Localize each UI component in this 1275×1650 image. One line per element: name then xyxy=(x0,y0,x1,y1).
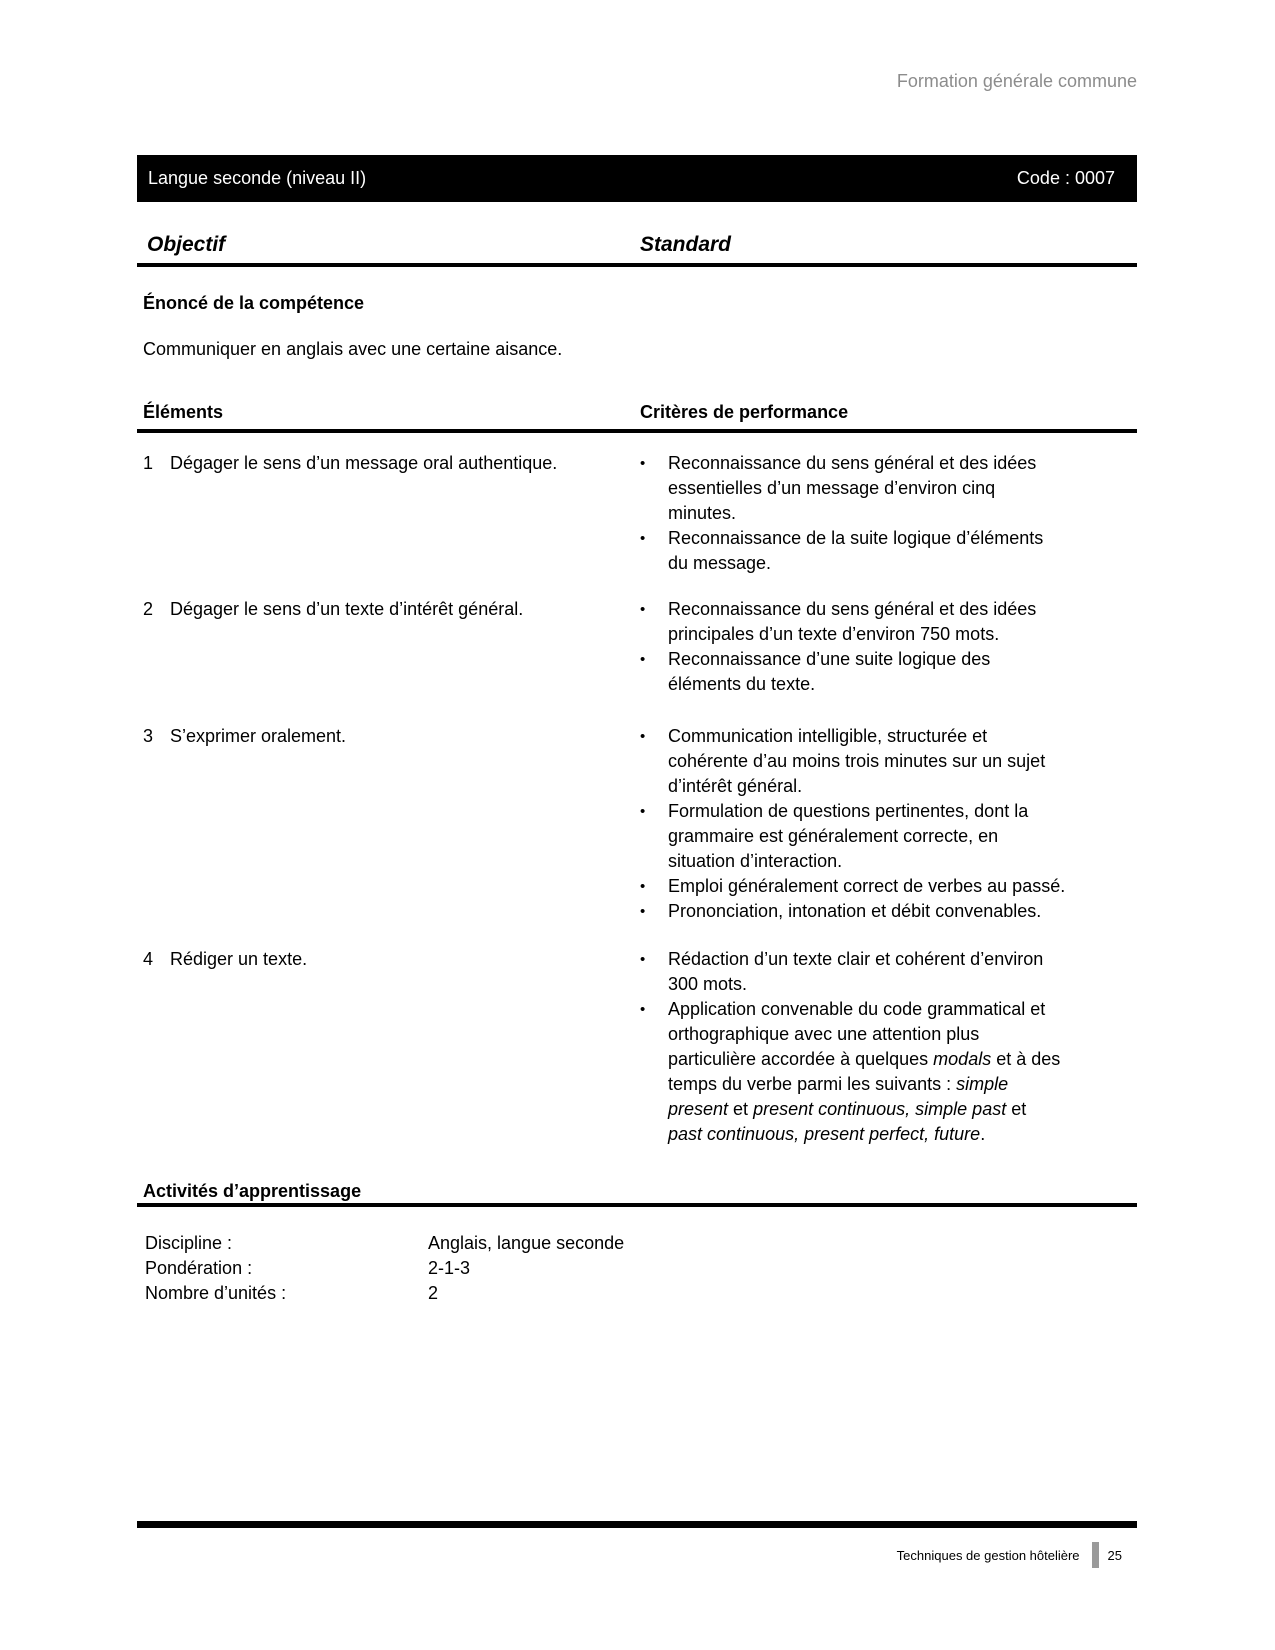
page-footer xyxy=(897,1542,1122,1568)
element-number: 4 xyxy=(143,949,154,969)
competence-statement: Communiquer en anglais avec une certaine aisance. xyxy=(143,339,563,359)
activity-row xyxy=(145,1281,624,1306)
criteria-text: Application convenable du code grammatical et orthographique avec une attention plus particulière accordée à quelques modals et à des temps du verbe parmi les suivants : simple present et present continuous, simple past et past continuous, present perfect, future. xyxy=(668,999,1061,1144)
criteria-cell xyxy=(640,597,1137,697)
criteria-text: Reconnaissance de la suite logique d’éléments du message. xyxy=(668,528,1044,573)
criteria-item xyxy=(640,597,1137,647)
footer-rule xyxy=(137,1521,1137,1528)
criteria-column-header: Critères de performance xyxy=(640,402,849,422)
criteria-item xyxy=(640,724,1137,799)
element-number: 2 xyxy=(143,599,154,619)
criteria-item xyxy=(640,647,1137,697)
element-text: Rédiger un texte. xyxy=(170,949,308,969)
criteria-text: Reconnaissance d’une suite logique des éléments du texte. xyxy=(668,649,991,694)
activity-label: Nombre d’unités : xyxy=(145,1283,287,1303)
footer-program-name: Techniques de gestion hôtelière xyxy=(896,1547,1080,1563)
rule-under-objective xyxy=(137,263,1137,267)
bullet-icon: • xyxy=(640,803,646,820)
element-cell xyxy=(143,597,523,622)
element-cell xyxy=(143,451,557,476)
activity-row xyxy=(145,1256,624,1281)
bullet-icon: • xyxy=(640,951,646,968)
activity-value: 2 xyxy=(428,1283,439,1303)
criteria-text: Communication intelligible, structurée et cohérente d’au moins trois minutes sur un sujet d’intérêt général. xyxy=(668,726,1046,796)
objective-heading: Objectif xyxy=(147,233,226,256)
standard-heading: Standard xyxy=(640,233,732,256)
element-text: S’exprimer oralement. xyxy=(170,726,347,746)
criteria-text: Reconnaissance du sens général et des idées principales d’un texte d’environ 750 mots. xyxy=(668,599,1037,644)
footer-page-number: 25 xyxy=(1107,1547,1122,1563)
criteria-item xyxy=(640,899,1137,924)
element-number: 1 xyxy=(143,453,154,473)
criteria-item xyxy=(640,947,1137,997)
activities-heading: Activités d’apprentissage xyxy=(143,1181,362,1201)
element-cell xyxy=(143,724,346,749)
element-cell xyxy=(143,947,307,972)
activities-table xyxy=(145,1231,624,1306)
bullet-icon: • xyxy=(640,728,646,745)
bullet-icon: • xyxy=(640,651,646,668)
criteria-text: Reconnaissance du sens général et des idées essentielles d’un message d’environ cinq minutes. xyxy=(668,453,1037,523)
bullet-icon: • xyxy=(640,878,646,895)
element-text: Dégager le sens d’un message oral authentique. xyxy=(170,453,558,473)
criteria-text: Prononciation, intonation et débit convenables. xyxy=(668,901,1042,921)
bullet-icon: • xyxy=(640,601,646,618)
activity-value: Anglais, langue seconde xyxy=(428,1233,625,1253)
running-header: Formation générale commune xyxy=(896,71,1137,91)
criteria-cell xyxy=(640,724,1137,924)
course-title: Langue seconde (niveau II) xyxy=(148,168,367,188)
element-text: Dégager le sens d’un texte d’intérêt général. xyxy=(170,599,524,619)
element-number: 3 xyxy=(143,726,154,746)
criteria-cell xyxy=(640,947,1137,1147)
criteria-item xyxy=(640,526,1137,576)
elements-column-header: Éléments xyxy=(143,402,224,422)
footer-separator-bar xyxy=(1092,1542,1099,1568)
criteria-item xyxy=(640,451,1137,526)
course-title-bar xyxy=(137,155,1137,202)
rule-under-table-header xyxy=(137,429,1137,433)
rule-under-activities xyxy=(137,1203,1137,1207)
bullet-icon: • xyxy=(640,1001,646,1018)
activity-label: Pondération : xyxy=(145,1258,253,1278)
criteria-text: Formulation de questions pertinentes, dont la grammaire est généralement correcte, en situation d’interaction. xyxy=(668,801,1029,871)
criteria-item xyxy=(640,874,1137,899)
bullet-icon: • xyxy=(640,530,646,547)
criteria-text: Emploi généralement correct de verbes au passé. xyxy=(668,876,1066,896)
criteria-item xyxy=(640,997,1137,1147)
bullet-icon: • xyxy=(640,903,646,920)
criteria-text: Rédaction d’un texte clair et cohérent d’environ 300 mots. xyxy=(668,949,1044,994)
activity-row xyxy=(145,1231,624,1256)
bullet-icon: • xyxy=(640,455,646,472)
criteria-item xyxy=(640,799,1137,874)
activity-value: 2-1-3 xyxy=(428,1258,471,1278)
criteria-cell xyxy=(640,451,1137,576)
course-code: Code : 0007 xyxy=(1016,168,1115,188)
activity-label: Discipline : xyxy=(145,1233,233,1253)
competence-heading: Énoncé de la compétence xyxy=(143,293,365,313)
